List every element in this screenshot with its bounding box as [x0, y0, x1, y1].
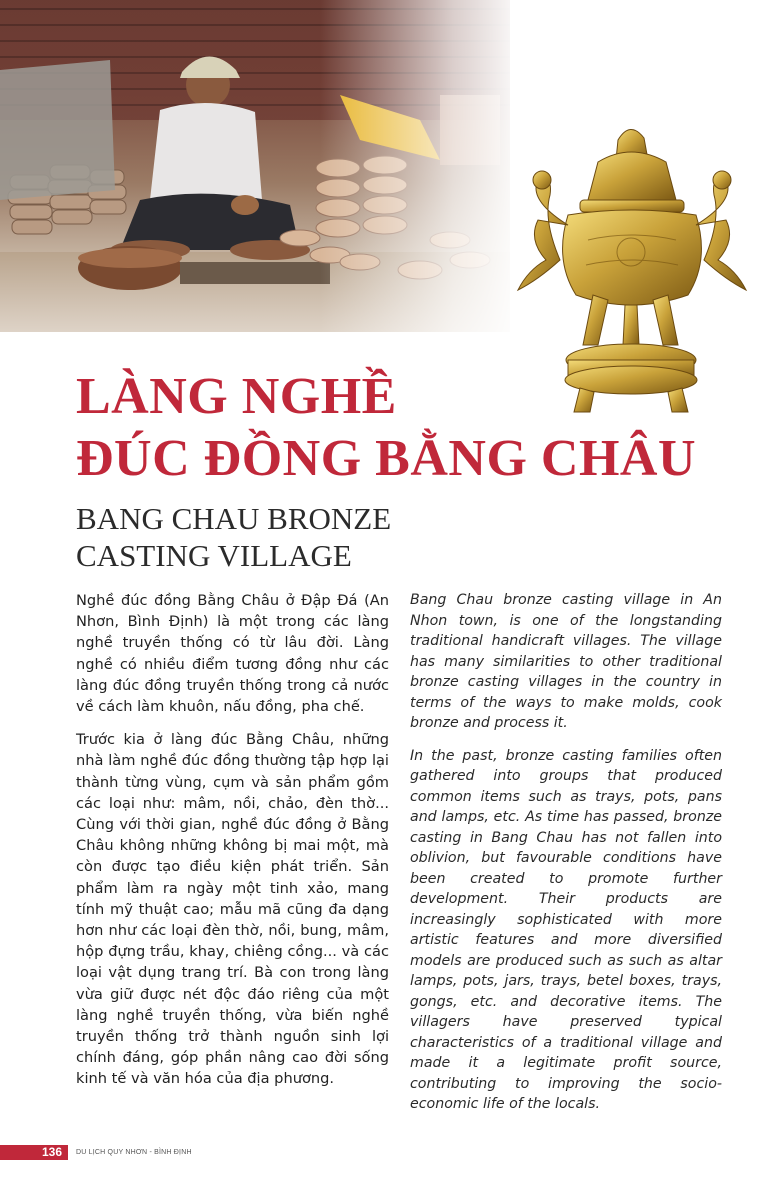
- body-english-column: [410, 590, 722, 1127]
- page-number: 136: [42, 1145, 63, 1159]
- photo-fade: [320, 0, 510, 332]
- title-en-line2: CASTING VILLAGE: [76, 538, 352, 573]
- title-vietnamese: [76, 366, 696, 490]
- paragraph-en-2: In the past, bronze casting families often gathered into groups that produced common items such as trays, pots, pans and lamps, etc. As time has passed, bronze casting in Bang Chau has not fallen into oblivion, but favourable conditions have been created to promote further development. Their products are increasingly sophisticated with more artistic features and more diversified models are produced such as such as altar lamps, pots, jars, trays, betel boxes, trays, gongs, etc. and decorative items. The villagers have preserved typical characteristics of a traditional village and made it a legitimate profit source, contributing to improving the socio-economic life of the locals.: [410, 747, 722, 1112]
- title-vi-line1: LÀNG NGHỀ: [76, 368, 397, 425]
- paragraph-vi-1: Nghề đúc đồng Bằng Châu ở Đập Đá (An Nhơn, Bình Định) là một trong các làng nghề truyền thống có từ lâu đời. Làng nghề có nhiều điểm tương đồng như các làng đúc đồng truyền thống trong cả nước về cách làm khuôn, nấu đồng, pha chế.: [76, 592, 389, 716]
- footer-publication: DU LỊCH QUY NHƠN - BÌNH ĐỊNH: [76, 1149, 192, 1156]
- title-en-line1: BANG CHAU BRONZE: [76, 501, 392, 536]
- title-vi-line2: ĐÚC ĐỒNG BẰNG CHÂU: [76, 430, 696, 487]
- paragraph-en-1: Bang Chau bronze casting village in An Nhon town, is one of the longstanding traditional handicraft villages. The village has many similarities to other traditional bronze casting villages in the country in terms of the ways to make molds, cook bronze and process it.: [410, 592, 722, 731]
- body-vietnamese-column: [76, 590, 389, 1102]
- paragraph-vi-2: Trước kia ở làng đúc Bằng Châu, những nhà làm nghề đúc đồng thường tập hợp lại thành từng vùng, cụm và sản phẩm gồm các loại như: mâm, nồi, chảo, đèn thờ... Cùng với thời gian, nghề đúc đồng ở Bằng Châu không những không bị mai một, mà còn được tạo điều kiện phát triển. Sản phẩm làm ra ngày một tinh xảo, mang tính mỹ thuật cao; mẫu mã cũng đa dạng hơn như các loại đèn thờ, nồi, bung, mâm, hộp đựng trầu, khay, chiêng cồng... và các loại vật dụng trang trí. Bà con trong làng vừa giữ được nét độc đáo riêng của một làng nghề truyền thống, vừa biến nghề truyền thống trở thành nguồn sinh lợi chính đáng, góp phần nâng cao đời sống kinh tế và văn hóa của địa phương.: [76, 731, 389, 1088]
- artisan-photo: [0, 0, 510, 332]
- title-english: [76, 500, 391, 574]
